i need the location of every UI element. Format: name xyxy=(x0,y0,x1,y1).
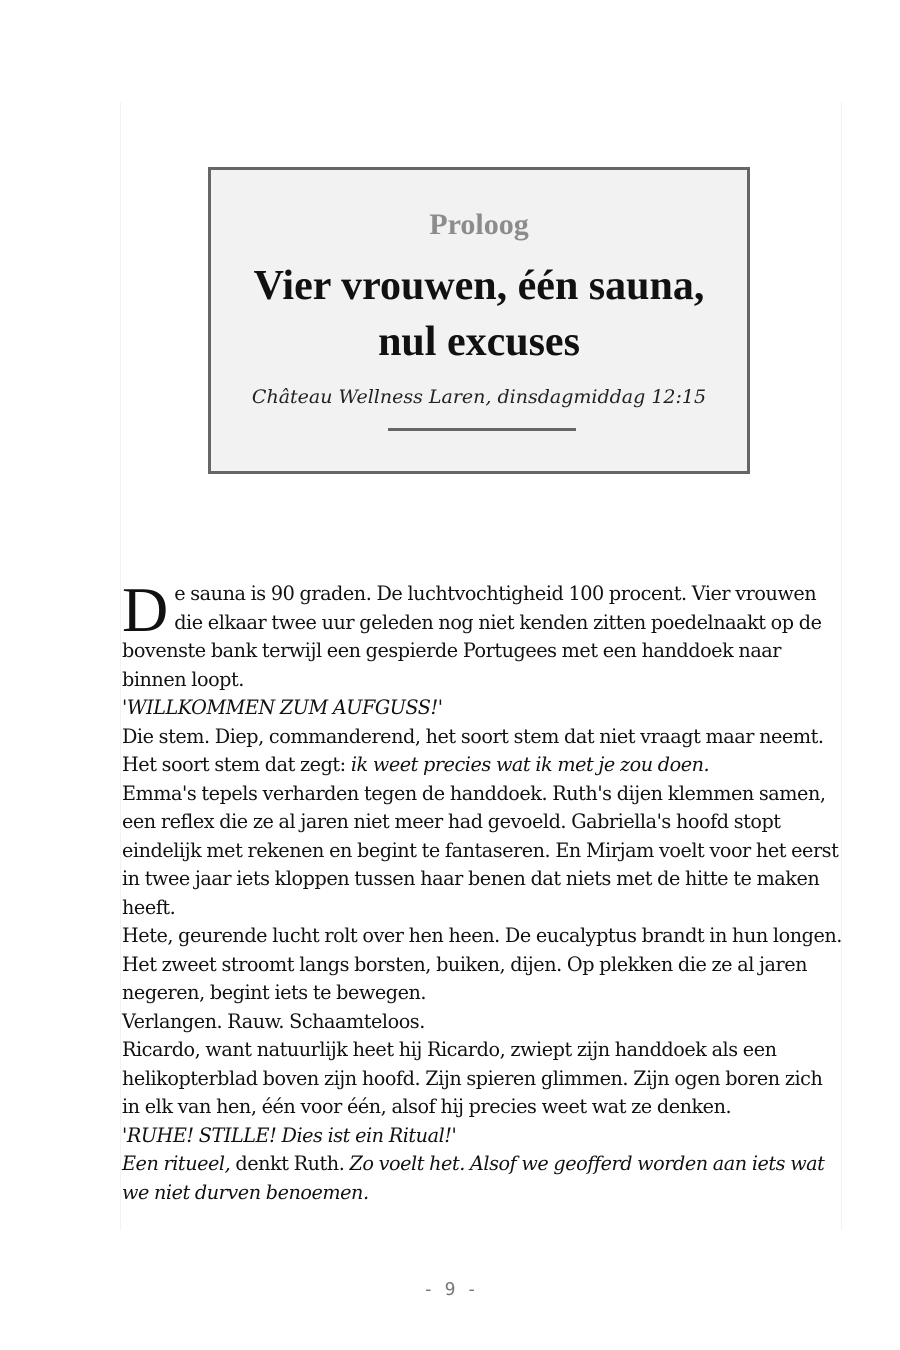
chapter-subtitle: Château Wellness Laren, dinsdagmiddag 12:15 xyxy=(251,386,707,408)
paragraph: Verlangen. Rauw. Schaamteloos. xyxy=(122,1009,425,1033)
paragraph-emphasis: ik weet precies wat ik met je zou doen. xyxy=(350,753,710,776)
page-number: - 9 - xyxy=(422,1279,478,1300)
paragraph xyxy=(122,574,842,694)
paragraph-text: Die stem. Diep, commanderend, het soort stem dat niet vraagt maar neemt. Het soort stem dat zegt: xyxy=(122,724,824,776)
paragraph: Ricardo, want natuurlijk heet hij Ricardo, zwiept zijn handdoek als een helikopterblad boven zijn hoofd. Zijn spieren glimmen. Zijn ogen boren zich in elk van hen, één voor één, alsof hij precies weet wat ze denken. xyxy=(122,1038,823,1118)
paragraph: 'WILLKOMMEN ZUM AUFGUSS!' xyxy=(122,696,443,719)
paragraph xyxy=(122,1150,842,1207)
chapter-label: Proloog xyxy=(429,208,529,241)
paragraph-text: denkt Ruth. xyxy=(230,1152,350,1175)
chapter-body xyxy=(122,574,842,1207)
paragraph-emphasis: Een ritueel, xyxy=(122,1152,231,1175)
paragraph: Emma's tepels verharden tegen de handdoek. Ruth's dijen klemmen samen, een reflex die ze al jaren niet meer had gevoeld. Gabriella's hoofd stopt eindelijk met rekenen en begint te fantaseren. En Mirjam voelt voor het eerst in twee jaar iets kloppen tussen haar benen dat niets met de hitte te maken heeft. xyxy=(122,781,839,919)
title-divider xyxy=(388,428,576,431)
paragraph-text: e sauna is 90 graden. De luchtvochtigheid 100 procent. Vier vrouwen die elkaar twee uur geleden nog niet kenden zitten poedelnaakt op de bovenste bank terwijl een gespierde Portugees met een handdoek naar binnen loopt. xyxy=(122,582,822,691)
paragraph xyxy=(122,723,842,780)
drop-cap: D xyxy=(122,574,169,645)
paragraph: 'RUHE! STILLE! Dies ist ein Ritual!' xyxy=(122,1123,457,1147)
paragraph-emphasis: Zo voelt het. Alsof we geofferd worden aan iets wat we niet durven benoemen. xyxy=(122,1152,825,1204)
chapter-title: Vier vrouwen, één sauna, nul excuses xyxy=(253,263,705,365)
paragraph: Hete, geurende lucht rolt over hen heen. De eucalyptus brandt in hun longen. Het zweet stroomt langs borsten, buiken, dijen. Op plekken die ze al jaren negeren, begint iets te bewegen. xyxy=(122,924,842,1004)
chapter-title-box xyxy=(208,167,750,474)
